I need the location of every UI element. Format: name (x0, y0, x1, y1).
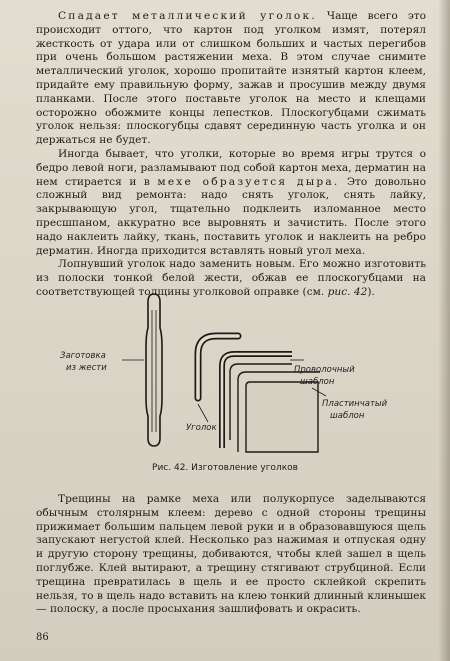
tin-blank-drawing (146, 294, 162, 446)
label-plate: Пластинчатый (322, 399, 388, 409)
paragraph-cracks: Трещины на рамке меха или полукорпусе заделываются обычным столярным клеем: дерево с одной стороны трещины прижимает большим пальцем левой руки и в образовавшуюся щель запускают негустой клей. Несколько раз нажимая и отпуская одну и другую сторону трещины, добиваются, чтобы клей зашел в щель поглубже. Клей вытирают, а трещину стягивают струбциной. Если трещина превратилась в щель и ее просто склейкой скрепить нельзя, то в щель надо вставить на клею тонкий длинный клинышек — полоску, а после просыхания зашлифовать и окрасить. (36, 493, 426, 616)
top-text (36, 10, 426, 300)
label-blank-2: из жести (66, 363, 107, 373)
paragraph-hole-in-bellows (36, 148, 426, 258)
paragraph-text: Иногда бывает, что уголки, которые во время игры трутся о бедро левой ноги, разламывают под собой картон меха, дерматин на нем стирается и в (36, 147, 426, 188)
figure-42 (60, 285, 400, 458)
page-number: 86 (36, 632, 49, 643)
paragraph-text: Это довольно сложный вид ремонта: надо снять уголок, снять лайку, закрывающую угол, тщательно подклеить изломанное место пресшпаном, аккуратно все выровнять и зачистить. После этого надо наклеить лайку, ткань, поставить уголок и наклеить на ребро дерматин. Иногда приходится вставлять новый угол меха. (36, 175, 426, 257)
figure-reference: рис. 42 (327, 285, 368, 298)
label-wire: Проволочный (294, 365, 355, 375)
paragraph-corner-falls-off (36, 10, 426, 148)
page-edge-shadow (438, 0, 450, 661)
label-wire-2: шаблон (300, 377, 335, 387)
paragraph-text: Чаще всего это происходит оттого, что картон под уголком измят, потерял жесткость от удара или от слишком больших и частых перегибов при очень большом растяжении меха. В этом случае снимите металлический уголок, хорошо пропитайте изнятый картон клеем, придайте ему правильную форму, зажав и просушив между двумя планками. После этого поставьте уголок на место и клещами осторожно обожмите концы лепестков. Плоскогубцами сжимать уголок нельзя: плоскогубцы сдавят серединную часть уголка и он держаться не будет. (36, 10, 426, 147)
corner-making-illustration (60, 285, 400, 458)
heading-hole-in-bellows: мехе образуется дыра. (157, 175, 340, 188)
paragraph-text: Лопнувший уголок надо заменить новым. Его можно изготовить из полоски тонкой белой жести, обжав ее плоскогубцами на соответствующей толщины уголковой оправке (см. (36, 258, 426, 298)
figure-caption: Рис. 42. Изготовление уголков (152, 463, 298, 473)
label-blank: Заготовка (60, 351, 106, 361)
label-corner: Уголок (186, 423, 217, 433)
bottom-text (36, 493, 426, 617)
label-plate-2: шаблон (330, 411, 365, 421)
heading-corner-falls-off: Спадает металлический уголок. (58, 10, 317, 22)
paragraph-text: ). (367, 285, 375, 298)
